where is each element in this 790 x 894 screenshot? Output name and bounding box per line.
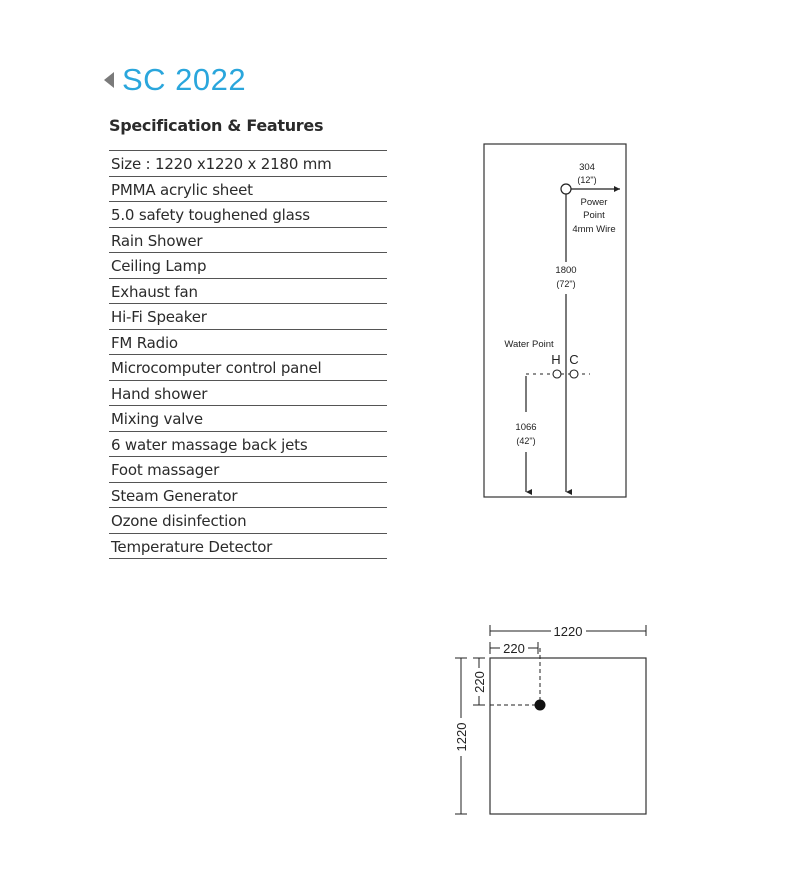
spec-item: Mixing valve xyxy=(109,406,387,432)
spec-item: Size : 1220 x1220 x 2180 mm xyxy=(109,151,387,177)
water-height-mm: 1066 xyxy=(515,422,537,433)
spec-item: Hi-Fi Speaker xyxy=(109,304,387,330)
spec-item: Foot massager xyxy=(109,457,387,483)
spec-item: 6 water massage back jets xyxy=(109,432,387,458)
power-point-icon xyxy=(561,184,571,194)
power-label-3: 4mm Wire xyxy=(572,224,616,235)
spec-item: 5.0 safety toughened glass xyxy=(109,202,387,228)
spec-item: FM Radio xyxy=(109,330,387,356)
spec-item: Hand shower xyxy=(109,381,387,407)
power-offset-mm: 304 xyxy=(579,162,595,173)
plan-offset-x: 220 xyxy=(503,641,525,656)
spec-item: Ozone disinfection xyxy=(109,508,387,534)
plan-offset-y: 220 xyxy=(472,671,487,693)
plan-frame xyxy=(490,658,646,814)
power-offset-in: (12") xyxy=(577,175,597,185)
spec-item: Steam Generator xyxy=(109,483,387,509)
power-label-1: Power xyxy=(580,197,608,208)
spec-item: Microcomputer control panel xyxy=(109,355,387,381)
spec-item: PMMA acrylic sheet xyxy=(109,177,387,203)
water-point-label: Water Point xyxy=(504,339,554,350)
model-title: SC 2022 xyxy=(122,62,247,97)
drain-point-icon xyxy=(535,700,546,711)
spec-item: Exhaust fan xyxy=(109,279,387,305)
power-height-in: (72") xyxy=(556,279,576,289)
spec-item: Rain Shower xyxy=(109,228,387,254)
plan-depth: 1220 xyxy=(454,722,469,752)
hot-label: H xyxy=(551,352,561,367)
spec-heading: Specification & Features xyxy=(109,116,324,135)
cold-water-point-icon xyxy=(570,370,578,378)
spec-item: Temperature Detector xyxy=(109,534,387,560)
hot-water-point-icon xyxy=(553,370,561,378)
plan-width: 1220 xyxy=(553,624,583,639)
power-label-2: Point xyxy=(583,210,605,221)
elevation-drawing xyxy=(484,144,626,497)
power-height-mm: 1800 xyxy=(555,265,577,276)
spec-item: Ceiling Lamp xyxy=(109,253,387,279)
plan-drawing xyxy=(454,624,646,814)
cold-label: C xyxy=(569,352,579,367)
water-height-in: (42") xyxy=(516,436,536,446)
